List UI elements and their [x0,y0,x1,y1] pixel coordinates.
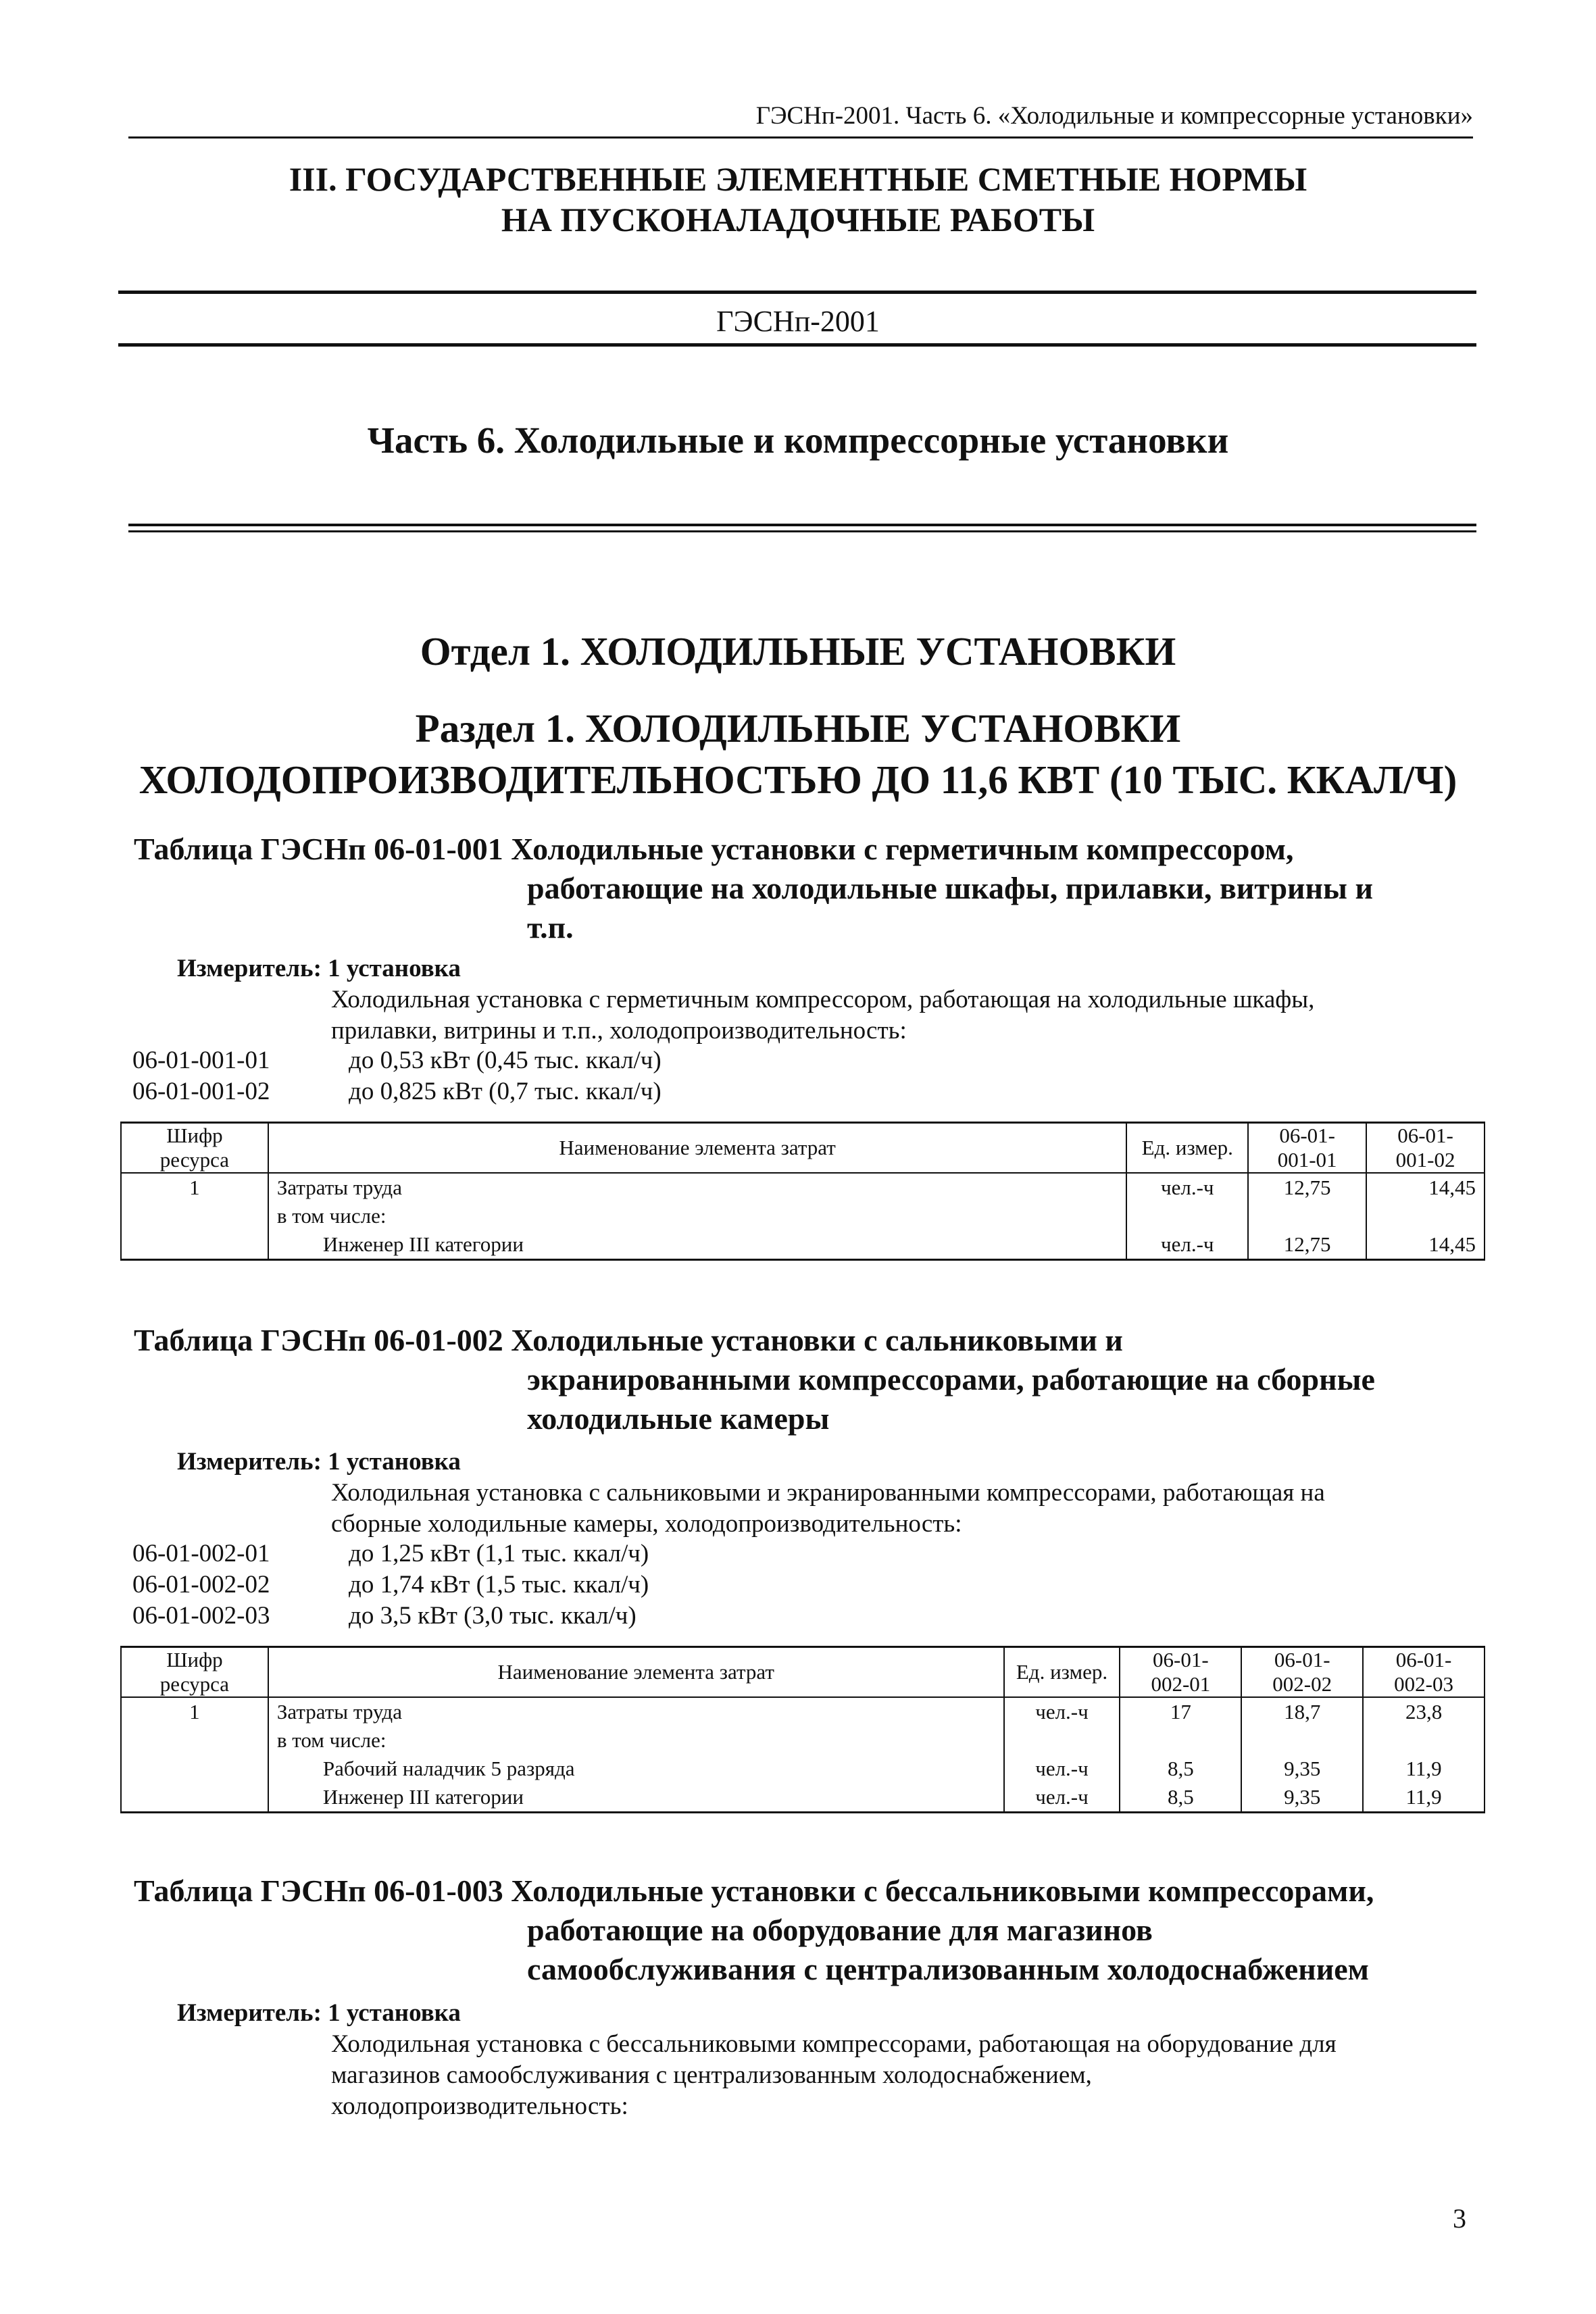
cell-value: 17 [1120,1697,1241,1726]
table-3-title-line-3: самообслуживания с централизованным холодоснабжением [527,1952,1369,1986]
item-text: до 1,25 кВт (1,1 тыс. ккал/ч) [349,1540,649,1567]
table-3-description-line-1: Холодильная установка с бессальниковыми компрессорами, работающая на оборудование для [331,2030,1337,2058]
table-row [121,1230,1485,1260]
header-col-3: 06-01- 002-03 [1363,1647,1485,1698]
header-unit: Ед. измер. [1126,1123,1248,1174]
table-row [121,1755,1485,1783]
header-name: Наименование элемента затрат [268,1123,1126,1174]
item-text: до 0,825 кВт (0,7 тыс. ккал/ч) [349,1078,662,1105]
header-name: Наименование элемента затрат [268,1647,1004,1698]
table-header-row [121,1123,1485,1174]
cell-resource: 1 [121,1697,268,1726]
table-2-title-line-3: холодильные камеры [527,1401,830,1436]
cell-unit [1004,1726,1120,1755]
table-2-item [132,1539,649,1568]
table-row [121,1726,1485,1755]
document-code: ГЭСНп-2001 [716,305,880,338]
part-rule-2 [128,530,1476,532]
cell-value: 12,75 [1248,1230,1366,1260]
cell-name: Затраты труда [268,1173,1126,1202]
table-row [121,1783,1485,1813]
cell-value [1366,1202,1485,1230]
header-col-1: 06-01- 002-01 [1120,1647,1241,1698]
part-title: Часть 6. Холодильные и компрессорные установки [367,420,1229,461]
table-1-description-line-2: прилавки, витрины и т.п., холодопроизводительность: [331,1017,907,1045]
page-number: 3 [1453,2203,1466,2234]
cell-name: Инженер III категории [268,1783,1004,1813]
table-1-measure: Измеритель: 1 установка [177,955,461,982]
cell-value [1120,1726,1241,1755]
header-col-2: 06-01- 002-02 [1241,1647,1363,1698]
table-3-description-line-2: магазинов самообслуживания с централизованным холодоснабжением, [331,2061,1092,2089]
item-text: до 1,74 кВт (1,5 тыс. ккал/ч) [349,1571,649,1599]
item-code: 06-01-002-03 [132,1602,270,1630]
item-text: до 3,5 кВт (3,0 тыс. ккал/ч) [349,1602,637,1630]
cell-value: 12,75 [1248,1173,1366,1202]
cell-value: 9,35 [1241,1755,1363,1783]
table-1-norms [120,1122,1485,1261]
item-code: 06-01-002-01 [132,1540,270,1567]
table-2-norms [120,1646,1485,1813]
code-rule-bottom [118,343,1476,347]
cell-unit: чел.-ч [1004,1783,1120,1813]
cell-value [1248,1202,1366,1230]
table-2-title-line-2: экранированными компрессорами, работающие на сборные [527,1362,1375,1397]
table-2-item [132,1570,649,1599]
cell-resource [121,1755,268,1783]
cell-unit [1126,1202,1248,1230]
table-3-description-line-3: холодопроизводительность: [331,2092,628,2120]
table-1-item [132,1077,662,1106]
table-3-measure: Измеритель: 1 установка [177,1999,461,2027]
cell-resource: 1 [121,1173,268,1202]
table-1-title-line-2: работающие на холодильные шкафы, прилавки, витрины и [527,871,1373,905]
part-rule-1 [128,524,1476,526]
cell-value: 14,45 [1366,1173,1485,1202]
item-code: 06-01-002-02 [132,1571,270,1599]
cell-resource [121,1726,268,1755]
cell-value: 14,45 [1366,1230,1485,1260]
cell-value: 23,8 [1363,1697,1485,1726]
cell-name: Затраты труда [268,1697,1004,1726]
cell-resource [121,1783,268,1813]
table-row [121,1202,1485,1230]
table-2-description-line-2: сборные холодильные камеры, холодопроизводительность: [331,1510,962,1538]
cell-value [1241,1726,1363,1755]
table-row [121,1697,1485,1726]
table-3-title-line-1: Таблица ГЭСНп 06-01-003 Холодильные установки с бессальниковыми компрессорами, [134,1873,1374,1908]
table-header-row [121,1647,1485,1698]
item-code: 06-01-001-01 [132,1047,270,1074]
table-2-item [132,1601,637,1630]
table-2-description-line-1: Холодильная установка с сальниковыми и экранированными компрессорами, работающая на [331,1479,1325,1507]
table-1-item [132,1046,662,1075]
cell-name: Рабочий наладчик 5 разряда [268,1755,1004,1783]
cell-value [1363,1726,1485,1755]
running-header: ГЭСНп-2001. Часть 6. «Холодильные и компрессорные установки» [755,102,1473,130]
cell-unit: чел.-ч [1004,1697,1120,1726]
cell-resource [121,1230,268,1260]
header-resource: Шифр ресурса [121,1647,268,1698]
table-3-title-line-2: работающие на оборудование для магазинов [527,1913,1153,1947]
cell-value: 11,9 [1363,1783,1485,1813]
cell-value: 11,9 [1363,1755,1485,1783]
cell-unit: чел.-ч [1126,1230,1248,1260]
cell-name: Инженер III категории [268,1230,1126,1260]
section-title-line-2: НА ПУСКОНАЛАДОЧНЫЕ РАБОТЫ [501,201,1095,238]
cell-unit: чел.-ч [1004,1755,1120,1783]
header-col-2: 06-01- 001-02 [1366,1123,1485,1174]
cell-value: 8,5 [1120,1755,1241,1783]
header-col-1: 06-01- 001-01 [1248,1123,1366,1174]
cell-unit: чел.-ч [1126,1173,1248,1202]
header-rule [128,136,1473,139]
item-text: до 0,53 кВт (0,45 тыс. ккал/ч) [349,1047,662,1074]
cell-resource [121,1202,268,1230]
table-1-title-line-3: т.п. [527,910,574,945]
table-1-description-line-1: Холодильная установка с герметичным компрессором, работающая на холодильные шкафы, [331,986,1315,1013]
item-code: 06-01-001-02 [132,1078,270,1105]
table-2-title-line-1: Таблица ГЭСНп 06-01-002 Холодильные установки с сальниковыми и [134,1323,1123,1357]
table-row [121,1173,1485,1202]
table-2-measure: Измеритель: 1 установка [177,1448,461,1476]
otdel-title: Отдел 1. ХОЛОДИЛЬНЫЕ УСТАНОВКИ [420,629,1176,674]
cell-name: в том числе: [268,1726,1004,1755]
cell-name: в том числе: [268,1202,1126,1230]
cell-value: 18,7 [1241,1697,1363,1726]
razdel-title-line-2: ХОЛОДОПРОИЗВОДИТЕЛЬНОСТЬЮ ДО 11,6 КВТ (10 ТЫС. ККАЛ/Ч) [139,757,1457,802]
cell-value: 9,35 [1241,1783,1363,1813]
table-1-title-line-1: Таблица ГЭСНп 06-01-001 Холодильные установки с герметичным компрессором, [134,832,1294,866]
code-rule-top [118,291,1476,294]
header-resource: Шифр ресурса [121,1123,268,1174]
cell-value: 8,5 [1120,1783,1241,1813]
header-unit: Ед. измер. [1004,1647,1120,1698]
section-title-line-1: III. ГОСУДАРСТВЕННЫЕ ЭЛЕМЕНТНЫЕ СМЕТНЫЕ НОРМЫ [289,160,1307,198]
razdel-title-line-1: Раздел 1. ХОЛОДИЛЬНЫЕ УСТАНОВКИ [415,706,1181,751]
